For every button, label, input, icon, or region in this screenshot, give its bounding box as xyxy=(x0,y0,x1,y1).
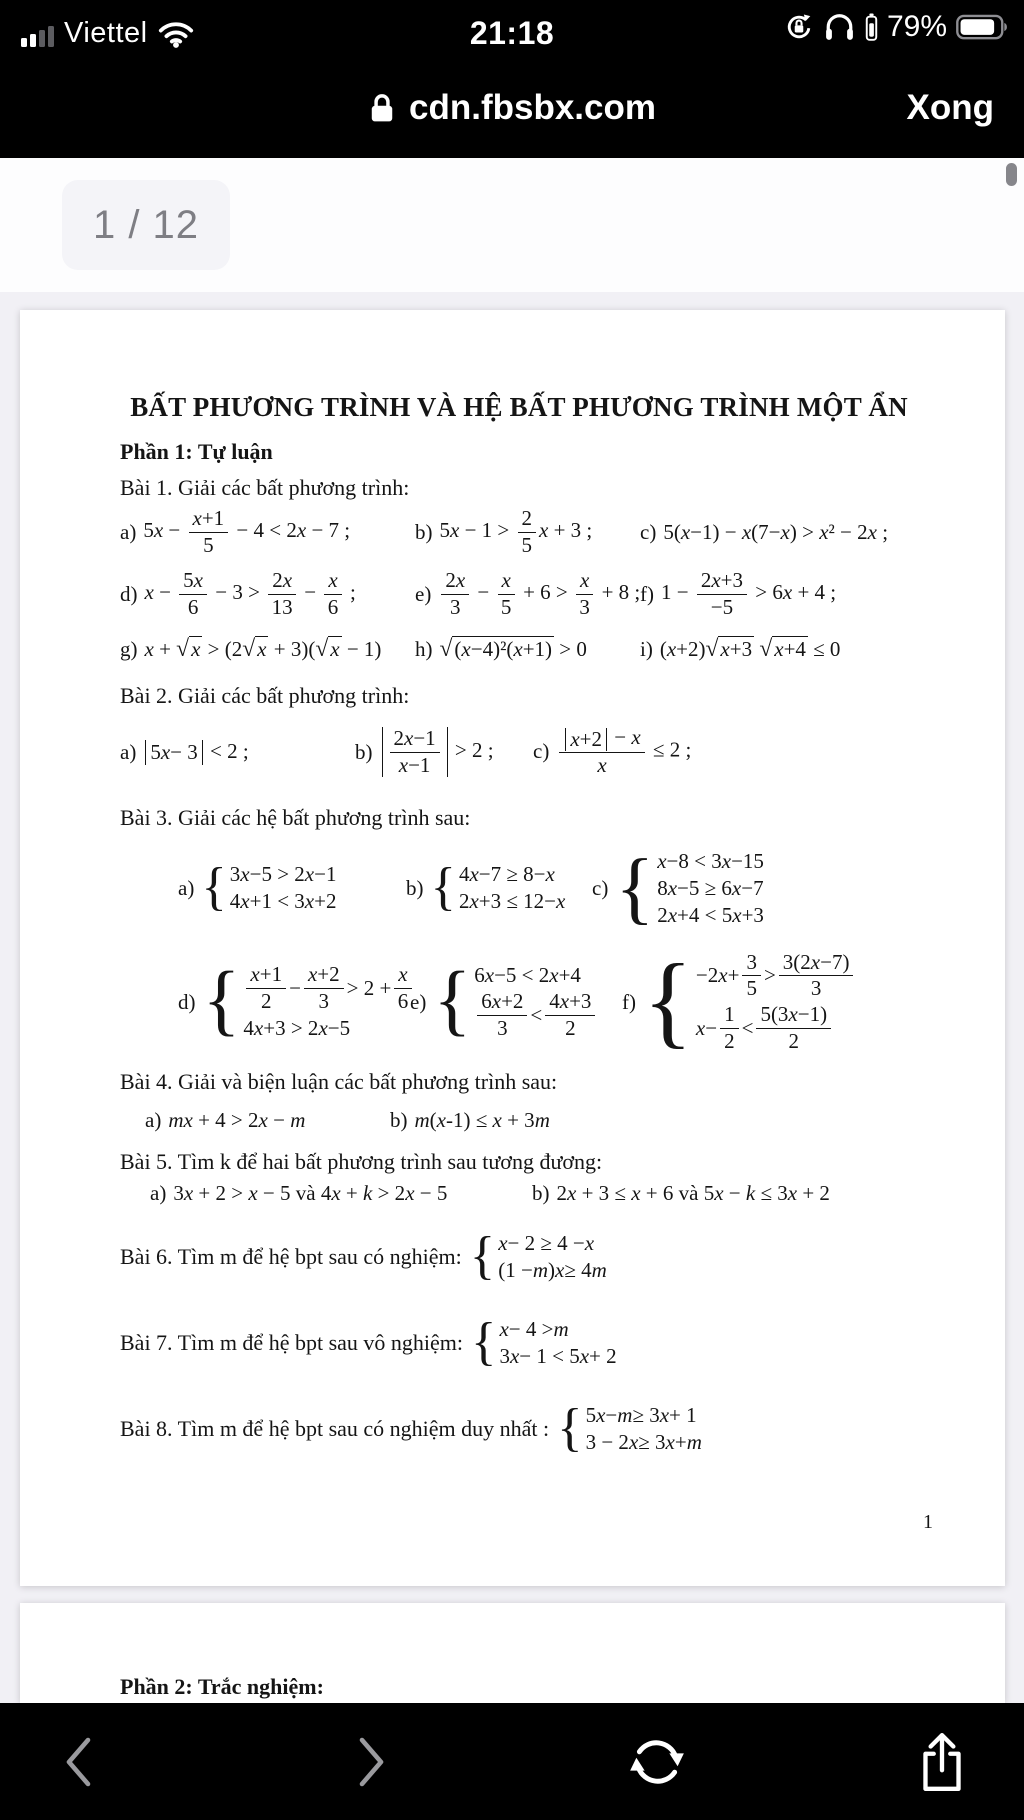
refresh-button[interactable] xyxy=(617,1703,697,1820)
problem-item: a) mx + 4 > 2x − m xyxy=(145,1107,306,1132)
forward-button[interactable] xyxy=(332,1703,412,1820)
pdf-page-2 xyxy=(20,1603,1005,1703)
share-button[interactable] xyxy=(902,1703,982,1820)
share-icon xyxy=(916,1730,968,1794)
bai5-row xyxy=(150,1175,960,1211)
problem-item: b) 5x − 1 > $\frac{2}{5}$ x + 3 ; xyxy=(415,505,593,557)
problem-item: b) m(x-1) ≤ x + 3m xyxy=(390,1107,550,1132)
bai8-row xyxy=(120,1389,960,1469)
problem-item: i) (x+2)√x+3 √x+4 ≤ 0 xyxy=(640,635,841,662)
system-item: b) { 4 x −7 ≥ 8− x 2 x +3 ≤ 12− x xyxy=(406,857,566,916)
refresh-icon xyxy=(628,1733,686,1791)
battery-percent-label: 79% xyxy=(886,10,947,43)
pdf-page-1 xyxy=(20,310,1005,1586)
status-bar xyxy=(0,0,1024,58)
bai2-row xyxy=(120,709,960,795)
page-indicator xyxy=(62,180,230,270)
problem-item: a) 5x − $\frac{x+1}{5}$ − 4 < 2x − 7 ; xyxy=(120,505,351,557)
bai3-heading: Bài 3. Giải các hệ bất phương trình sau: xyxy=(120,805,471,830)
cellular-signal-icon xyxy=(20,24,54,48)
browser-toolbar xyxy=(0,1703,1024,1820)
scrollbar-thumb[interactable] xyxy=(1006,163,1017,186)
orientation-lock-icon xyxy=(784,12,814,42)
url-text: cdn.fbsbx.com xyxy=(409,88,656,127)
system-item: d) { x+1 2 − x+2 3 > 2 + x 6 4 x +3 > 2 x −5 xyxy=(178,963,410,1040)
document-title: BẤT PHƯƠNG TRÌNH VÀ HỆ BẤT PHƯƠNG TRÌNH MỘT ẨN xyxy=(130,392,908,422)
bai7-row xyxy=(120,1303,960,1383)
bai6-row xyxy=(120,1217,960,1297)
bai6-system: { x − 2 ≥ 4 − x (1 − m ) x ≥ 4 m xyxy=(469,1226,607,1285)
problem-item: d) x − $\frac{5x}{6}$ − 3 > $\frac{2x}{13}$ − $\frac{x}{6}$ ; xyxy=(120,567,356,619)
system-item: a) { 3 x −5 > 2 x −1 4 x +1 < 3 x +2 xyxy=(178,857,337,916)
url-bar xyxy=(0,58,1024,158)
top-chrome xyxy=(0,0,1024,158)
problem-item: f) 1 − $\frac{2x+3}{-5}$ > 6x + 4 ; xyxy=(640,567,837,619)
system-item: c) { x −8 < 3 x −15 8 x −5 ≥ 6 x −7 2 x +4 < 5 x +3 xyxy=(592,841,764,932)
bai7-heading: Bài 7. Tìm m để hệ bpt sau vô nghiệm: xyxy=(120,1330,463,1355)
page-number: 1 xyxy=(923,1511,933,1533)
bai6-heading: Bài 6. Tìm m để hệ bpt sau có nghiệm: xyxy=(120,1244,462,1269)
done-button[interactable]: Xong xyxy=(906,88,994,127)
battery-icon xyxy=(956,14,1008,40)
bai1-row-3 xyxy=(120,625,960,673)
system-item: e) { 6 x −5 < 2 x +4 6x+2 3 < 4x+3 2 xyxy=(410,963,622,1040)
bai3-row-1 xyxy=(178,831,960,945)
system-item: f) { −2 x + 3 5 > 3(2x−7) 3 x − 1 2 < 5(3x−1) 2 xyxy=(622,951,856,1053)
problem-item: b) 2x + 3 ≤ x + 6 và 5x − k ≤ 3x + 2 xyxy=(532,1180,830,1205)
forward-icon xyxy=(356,1735,389,1789)
bai4-heading: Bài 4. Giải và biện luận các bất phương trình sau: xyxy=(120,1069,558,1094)
bai3-row-2 xyxy=(178,942,960,1059)
problem-item: e) $\frac{2x}{3}$ − $\frac{x}{5}$ + 6 > $\frac{x}{3}$ + 8 ; xyxy=(415,567,641,619)
bai5-heading: Bài 5. Tìm k để hai bất phương trình sau tương đương: xyxy=(120,1149,603,1174)
bai7-system: { x − 4 > m 3 x − 1 < 5 x + 2 xyxy=(471,1312,617,1371)
problem-item: b) 2x−1 x−1 > 2 ; xyxy=(355,725,494,777)
bai2-heading: Bài 2. Giải các bất phương trình: xyxy=(120,683,410,708)
part1-heading: Phần 1: Tự luận xyxy=(120,439,273,464)
page-indicator-strip xyxy=(0,158,1024,292)
url-field[interactable] xyxy=(362,87,662,129)
problem-item: c) 5(x−1) − x(7−x) > x² − 2x ; xyxy=(640,519,889,544)
wifi-icon xyxy=(158,21,194,48)
problem-item: c) x +2 − x x ≤ 2 ; xyxy=(533,725,692,778)
bai1-row-1 xyxy=(120,501,960,563)
page-indicator-label: 1 / 12 xyxy=(92,202,200,247)
problem-item: h) √(x−4)²(x+1) > 0 xyxy=(415,635,587,662)
problem-item: a) 3x + 2 > x − 5 và 4x + k > 2x − 5 xyxy=(150,1180,448,1205)
bai8-heading: Bài 8. Tìm m để hệ bpt sau có nghiệm duy nhất : xyxy=(120,1416,550,1441)
carrier-label: Viettel xyxy=(64,16,148,49)
bai1-row-2 xyxy=(120,563,960,625)
lock-icon xyxy=(368,91,396,126)
back-button[interactable] xyxy=(37,1703,117,1820)
headphones-icon xyxy=(823,12,856,42)
bai4-row xyxy=(145,1101,960,1139)
part2-heading: Phần 2: Trắc nghiệm: xyxy=(120,1674,324,1699)
mini-battery-icon xyxy=(865,13,878,41)
problem-item: a) 5 x − 3 < 2 ; xyxy=(120,738,249,765)
bai8-system: { 5 x − m ≥ 3 x + 1 3 − 2 x ≥ 3 x + m xyxy=(557,1398,702,1457)
clock: 21:18 xyxy=(469,14,555,51)
bai1-heading: Bài 1. Giải các bất phương trình: xyxy=(120,475,410,500)
problem-item: g) x + √x > (2√x + 3)(√x − 1) xyxy=(120,635,382,662)
back-icon xyxy=(61,1735,94,1789)
